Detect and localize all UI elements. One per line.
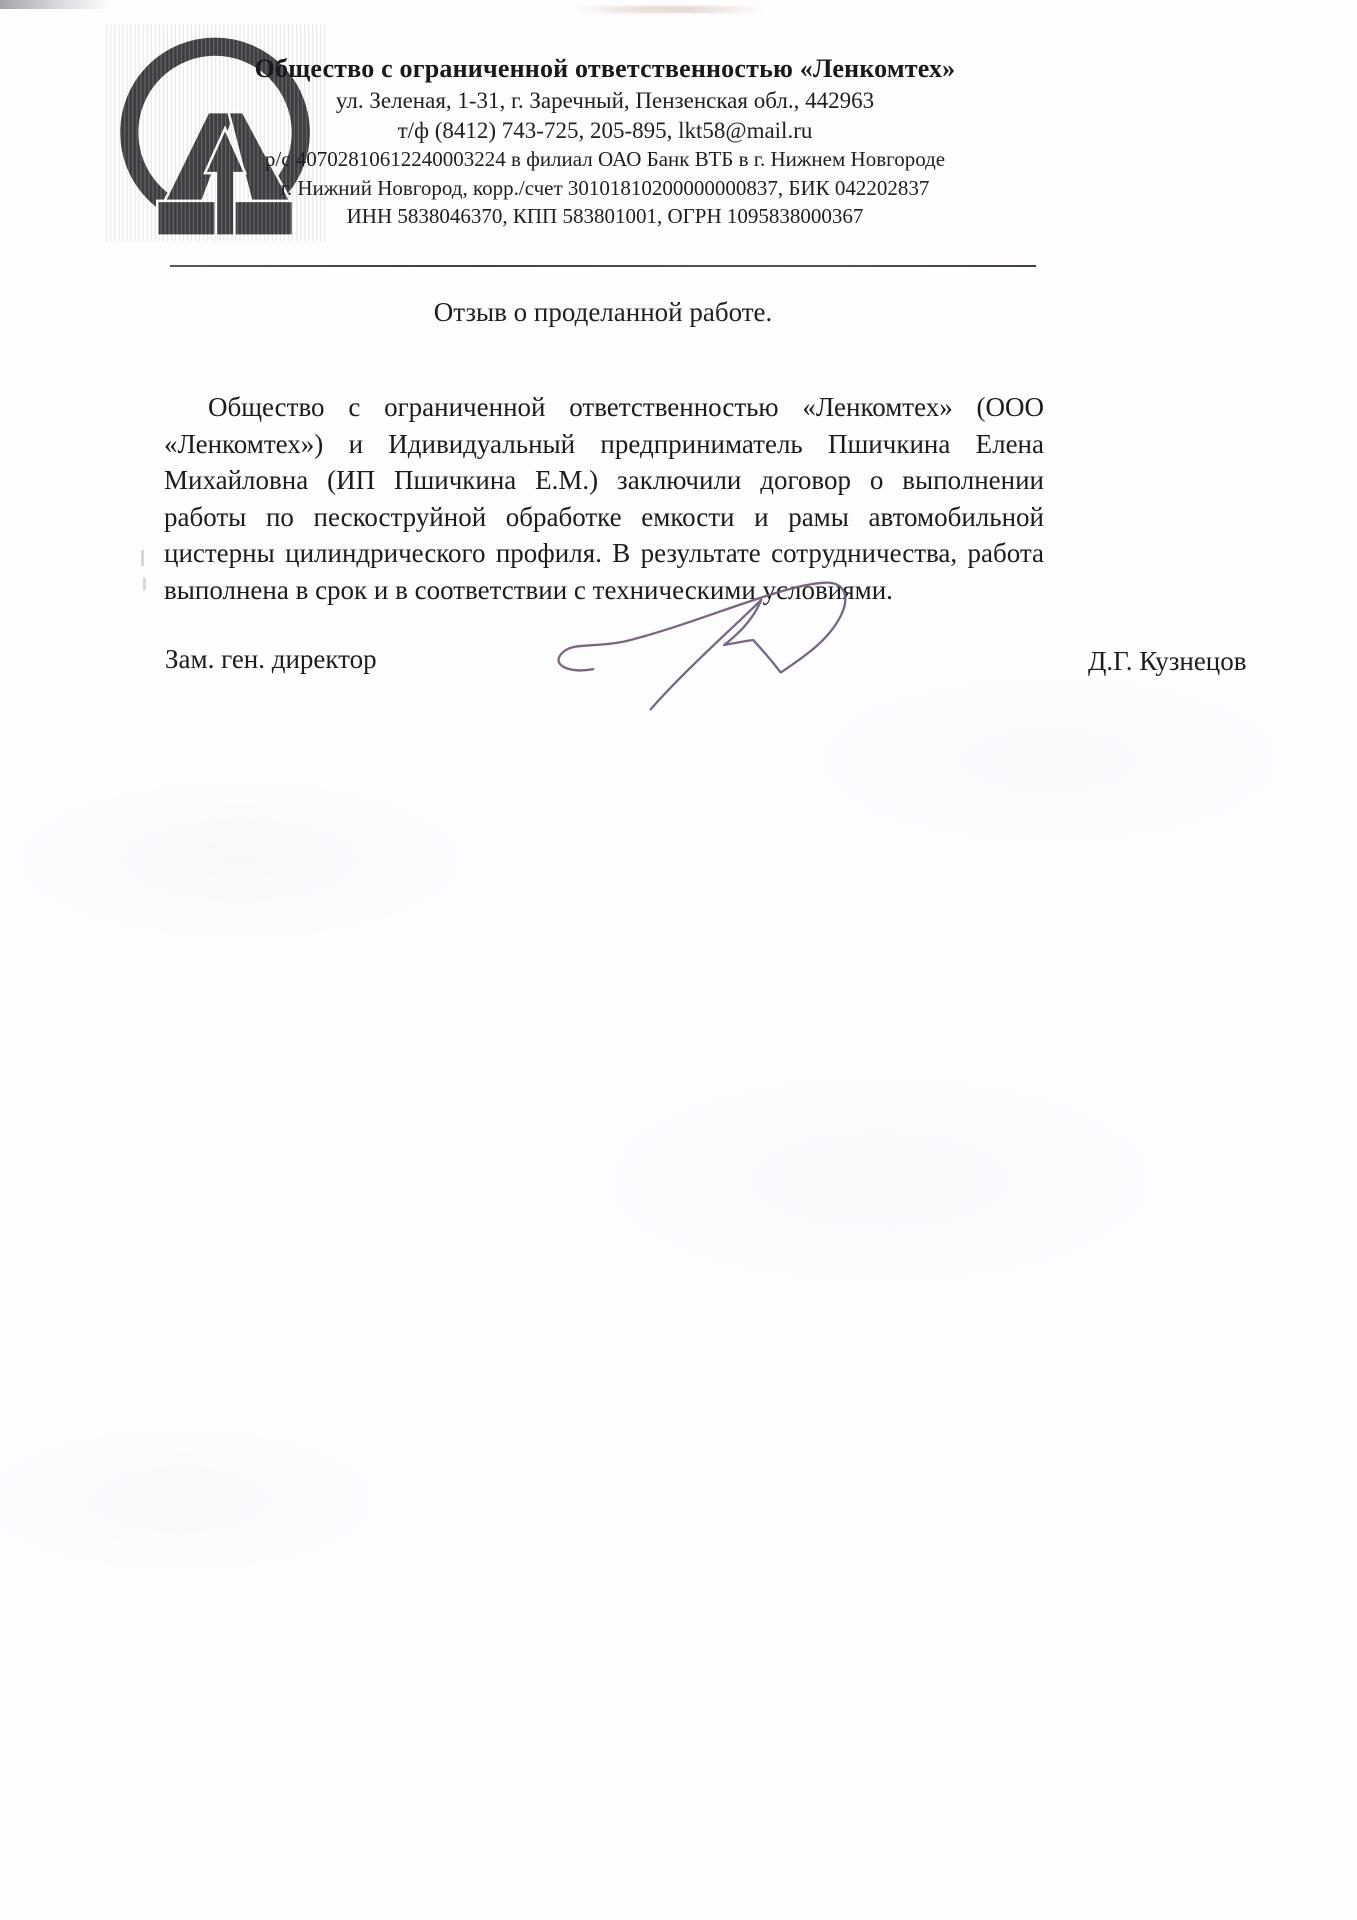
handwritten-signature-icon bbox=[538, 553, 890, 725]
document-body-paragraph: Общество с ограниченной ответственностью «Ленкомтех» (ООО «Ленкомтех») и Идивидуальный предприниматель Пшичкина Елена Михайловна (ИП Пшичкина Е.М.) заключили договор о выполнении работы по пескоструйной обработке емкости и рамы автомобильной цистерны цилиндрического профиля. В результате сотрудничества, работа выполнена в срок и в соответствии с техническими условиями. bbox=[164, 392, 1044, 605]
company-address: ул. Зеленая, 1-31, г. Заречный, Пензенская обл., 442963 bbox=[335, 88, 875, 113]
scan-smudge bbox=[575, 6, 765, 13]
letterhead bbox=[240, 52, 970, 231]
scan-artifact bbox=[143, 578, 146, 590]
company-corr-account: г. Нижний Новгород, корр./счет 30101810200000000837, БИК 042202837 bbox=[280, 175, 930, 200]
company-tax-ids: ИНН 5838046370, КПП 583801001, ОГРН 1095838000367 bbox=[346, 204, 864, 228]
document-title: Отзыв о проделанной работе. bbox=[433, 297, 773, 327]
company-name: Общество с ограниченной ответственностью «Ленкомтех» bbox=[254, 54, 956, 83]
signer-role-label: Зам. ген. директор bbox=[165, 644, 377, 674]
company-bank-account: р/с 40702810612240003224 в филиал ОАО Банк ВТБ в г. Нижнем Новгороде bbox=[264, 147, 946, 171]
signer-name: Д.Г. Кузнецов bbox=[1088, 646, 1247, 676]
letterhead-divider bbox=[170, 265, 1036, 267]
company-phone-email: т/ф (8412) 743-725, 205-895, lkt58@mail.ru bbox=[397, 117, 813, 143]
scan-smudge bbox=[0, 0, 110, 9]
scan-artifact bbox=[141, 550, 144, 566]
